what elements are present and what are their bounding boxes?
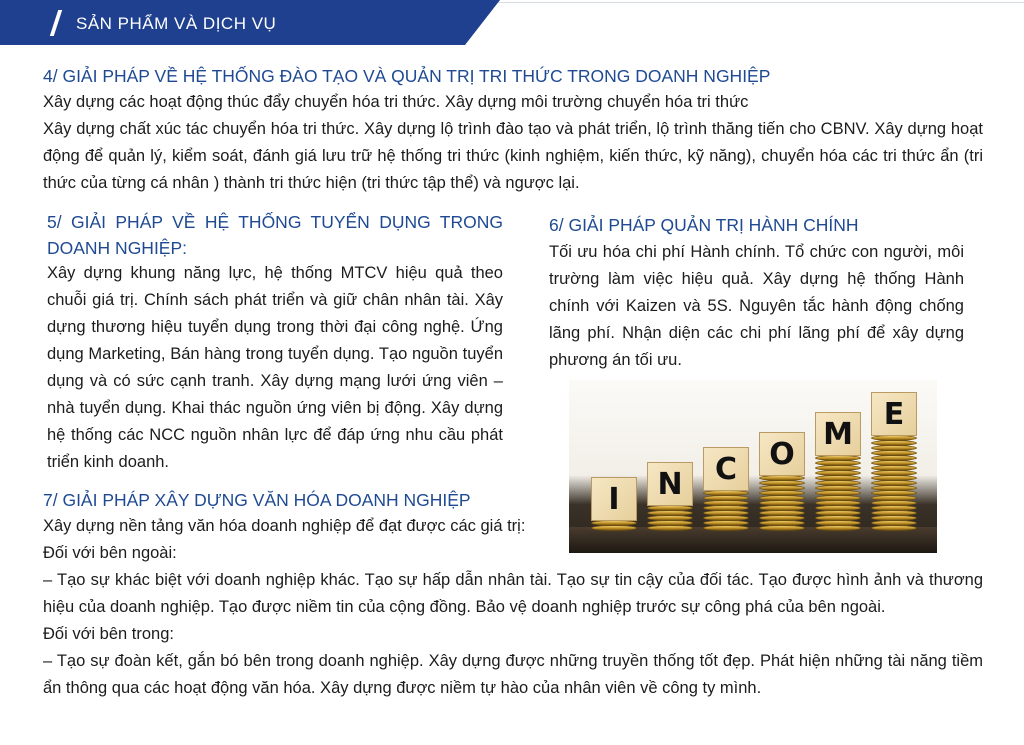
- coin: [871, 525, 917, 531]
- coin-stack: [591, 521, 637, 531]
- section-4-body: [43, 89, 983, 197]
- coin: [815, 525, 861, 531]
- section-7-internal-body: – Tạo sự đoàn kết, gắn bó bên trong doanh nghiệp. Xây dựng được những truyền thống tốt đẹp. Phát hiện những tài năng tiềm ẩn thông qua các hoạt động văn hóa. Xây dựng được niềm tự hào của nhân viên về công ty mình.: [43, 652, 983, 697]
- section-4-heading: 4/ GIẢI PHÁP VỀ HỆ THỐNG ĐÀO TẠO VÀ QUẢN TRỊ TRI THỨC TRONG DOANH NGHIỆP: [43, 66, 771, 86]
- section-7-heading: 7/ GIẢI PHÁP XÂY DỰNG VĂN HÓA DOANH NGHIỆP: [43, 490, 471, 510]
- income-coins-image: [569, 380, 937, 553]
- coin-stack: [871, 436, 917, 531]
- section-7-external-label: Đối với bên ngoài:: [43, 544, 177, 562]
- section-6-heading: 6/ GIẢI PHÁP QUẢN TRỊ HÀNH CHÍNH: [549, 215, 859, 235]
- coin: [703, 525, 749, 531]
- letter-block: O: [759, 432, 805, 476]
- letter-block: M: [815, 412, 861, 456]
- letter-block: E: [871, 392, 917, 436]
- section-4-line-2: Xây dựng chất xúc tác chuyển hóa tri thức. Xây dựng lộ trình đào tạo và phát triển, lộ trình thăng tiến cho CBNV. Xây dựng hoạt động để quản lý, kiểm soát, đánh giá lưu trữ hệ thống tri thức (kinh nghiệm, kiến thức, kỹ năng), chuyển hóa các tri thức ẩn (tri thức của từng cá nhân ) thành tri thức hiện (tri thức tập thể) và ngược lại.: [43, 120, 983, 192]
- letter-block: C: [703, 447, 749, 491]
- section-5-body: Xây dựng khung năng lực, hệ thống MTCV hiệu quả theo chuỗi giá trị. Chính sách phát triển và giữ chân nhân tài. Xây dựng thương hiệu tuyển dụng trong thời đại công nghệ. Ứng dụng Marketing, Bán hàng trong tuyển dụng. Tạo nguồn tuyển dụng và có sức cạnh tranh. Xây dựng mạng lưới ứng viên – nhà tuyển dụng. Khai thác nguồn ứng viên bị động. Xây dựng hệ thống các NCC nguồn nhân lực để đáp ứng nhu cầu phát triển kinh doanh.: [47, 264, 503, 471]
- section-7-intro: Xây dựng nền tảng văn hóa doanh nghiệp để đạt được các giá trị:: [43, 517, 526, 535]
- section-7-internal-label: Đối với bên trong:: [43, 625, 174, 643]
- section-7-external-body: – Tạo sự khác biệt với doanh nghiệp khác. Tạo sự hấp dẫn nhân tài. Tạo sự tin cậy của đối tác. Tạo được hình ảnh và thương hiệu của doanh nghiệp. Tạo được niềm tin của cộng đồng. Bảo vệ doanh nghiệp trước sự công phá của bên ngoài.: [43, 571, 983, 616]
- letter-block: I: [591, 477, 637, 521]
- coin: [591, 525, 637, 531]
- coin-stack: [647, 506, 693, 531]
- coin: [647, 525, 693, 531]
- coin: [759, 525, 805, 531]
- section-4-line-1: Xây dựng các hoạt động thúc đẩy chuyển hóa tri thức. Xây dựng môi trường chuyển hóa tri thức: [43, 93, 749, 111]
- section-5-heading: 5/ GIẢI PHÁP VỀ HỆ THỐNG TUYỂN DỤNG TRONG DOANH NGHIỆP:: [47, 212, 503, 258]
- coin-stack: [815, 456, 861, 531]
- letter-block: N: [647, 462, 693, 506]
- coin-stack: [703, 491, 749, 531]
- coin-stack: [759, 476, 805, 531]
- page-section-title: SẢN PHẨM VÀ DỊCH VỤ: [76, 14, 277, 33]
- section-6-body: Tối ưu hóa chi phí Hành chính. Tổ chức con người, môi trường làm việc hiệu quả. Xây dựng hệ thống Hành chính với Kaizen và 5S. Nguyên tắc hành động chống lãng phí. Nhận diện các chi phí lãng phí để xây dựng phương án tối ưu.: [549, 243, 964, 369]
